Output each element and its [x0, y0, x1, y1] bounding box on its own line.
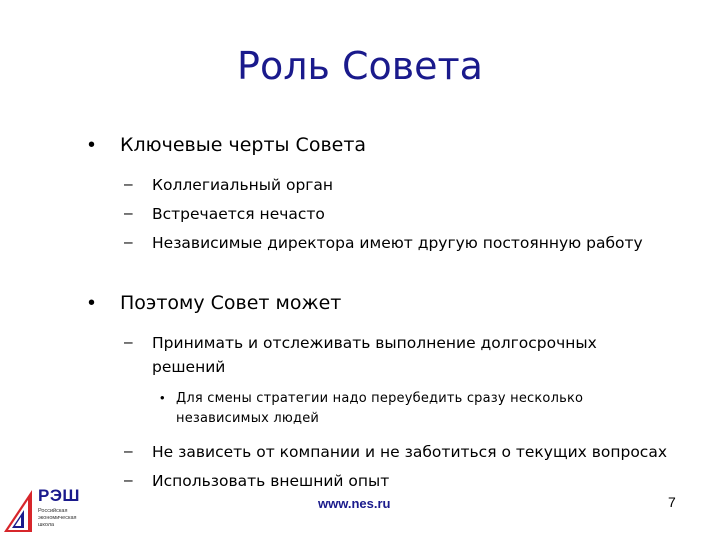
bullet-icon: •	[160, 390, 165, 405]
list-item-text: Встречается нечасто	[152, 205, 325, 223]
list-item	[88, 467, 698, 496]
section-heading: Поэтому Совет может	[120, 292, 342, 314]
dash-icon: –	[124, 205, 133, 222]
dash-icon: –	[124, 176, 133, 193]
section-heading: Ключевые черты Совета	[120, 134, 367, 156]
footer-url[interactable]: www.nes.ru	[318, 496, 391, 511]
list-item	[88, 229, 698, 258]
slide-content	[88, 132, 698, 496]
list-item-text: Коллегиальный орган	[152, 176, 334, 194]
list-item	[88, 329, 622, 382]
nes-logo	[2, 480, 92, 536]
dash-icon: –	[124, 234, 133, 251]
sub-bullet	[88, 388, 636, 428]
bullet-icon: •	[88, 292, 96, 314]
sub-bullet-text: Для смены стратегии надо переубедить сразу несколько независимых людей	[176, 391, 584, 426]
list-item	[88, 438, 698, 467]
logo-subtitle: Российская экономическая школа	[38, 508, 77, 528]
page-number: 7	[668, 494, 676, 510]
list-item	[88, 171, 698, 200]
nes-logo-icon	[2, 484, 36, 534]
bullet-section-1	[88, 132, 698, 159]
dash-icon: –	[124, 472, 133, 489]
bullet-icon: •	[88, 134, 96, 156]
list-item	[88, 200, 698, 229]
bullet-section-2	[88, 290, 698, 317]
list-item-text: Независимые директора имеют другую постоянную работу	[152, 234, 643, 252]
dash-icon: –	[124, 443, 133, 460]
dash-icon: –	[124, 334, 133, 351]
slide-title: Роль Совета	[237, 44, 483, 88]
list-item-text: Не зависеть от компании и не заботиться о текущих вопросах	[152, 443, 668, 461]
list-item-text: Принимать и отслеживать выполнение долгосрочных решений	[152, 334, 597, 376]
list-item-text: Использовать внешний опыт	[152, 472, 390, 490]
logo-abbr: РЭШ	[38, 486, 81, 505]
